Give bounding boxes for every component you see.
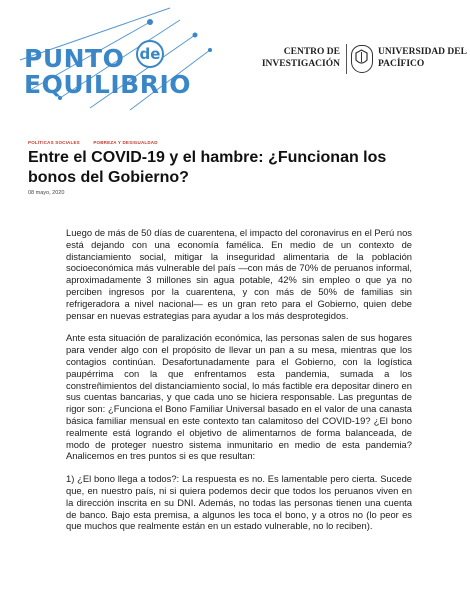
logo-equilibrio: EQUILIBRIO: [24, 70, 192, 99]
tag-politicas-sociales[interactable]: POLÍTICAS SOCIALES: [28, 140, 80, 145]
university-seal-icon: [351, 45, 373, 73]
article-date: 08 mayo, 2020: [28, 190, 65, 196]
paragraph: 1) ¿El bono llega a todos?: La respuesta es no. Es lamentable pero cierta. Sucede que, en nuestro país, ni si quiera podemos decir que todos los peruanos viven en la dirección inscrita en su DNI. Además, no todas las personas tienen una cuenta de banco. Bajo esta premisa, a algunos les toca el bono, y a otros no (lo peor es que muchos que realmente están en un estado vulnerable, no lo reciben).: [66, 473, 412, 532]
paragraph: Luego de más de 50 días de cuarentena, el impacto del coronavirus en el Perú nos está dejando con una economía famélica. En medio de un contexto de distanciamiento social, mitigar la inseguridad alimentaria de la población socioeconómica más vulnerable del país —con más de 70% de peruanos informal, aproximadamente 3 millones sin agua potable, 42% sin empleo o que ya no perciben ingresos por la cuarentena, y con más de 50% de familias sin refrigeradora a nivel nacional— es un gran reto para el Gobierno, quien debe pensar en nuevas estrategias para ayudar a los más desprotegidos.: [66, 227, 412, 321]
article-tags: [28, 140, 170, 145]
logo-de-circle: de: [136, 40, 164, 68]
ciup-centro-text: CENTRO DE INVESTIGACIÓN: [261, 47, 340, 69]
ciup-logo: [258, 44, 467, 76]
ciup-universidad-text: UNIVERSIDAD DEL PACÍFICO: [378, 47, 467, 69]
tag-pobreza[interactable]: POBREZA Y DESIGUALDAD: [93, 140, 158, 145]
article-title: Entre el COVID-19 y el hambre: ¿Funcionan los bonos del Gobierno?: [28, 149, 387, 186]
article-body: [66, 227, 412, 543]
logo-punto: PUNTO: [24, 44, 125, 73]
ciup-divider: [346, 44, 347, 74]
paragraph: Ante esta situación de paralización económica, las personas salen de sus hogares para vender algo con el propósito de llevar un pan a su mesa, mientras que los contagios continúan. Desafortunadamente para el Gobierno, con la logística paupérrima con la que enfrentamos esta pandemia, sumada a los constreñimientos del distanciamiento social, lo más factible era depositar dinero en sus cuentas bancarias, y que cada uno se hiciera responsable. Las preguntas de rigor son: ¿Funciona el Bono Familiar Universal basado en el valor de una canasta básica familiar mensual en este contexto tan calamitoso del COVID-19? ¿El bono realmente está logrando el objetivo de alimentarnos de forma balanceada, de modo de proteger nuestro sistema inmunitario en medio de esta pandemia? Analicemos en tres puntos si es que resultan:: [66, 332, 412, 462]
header: [0, 0, 470, 122]
